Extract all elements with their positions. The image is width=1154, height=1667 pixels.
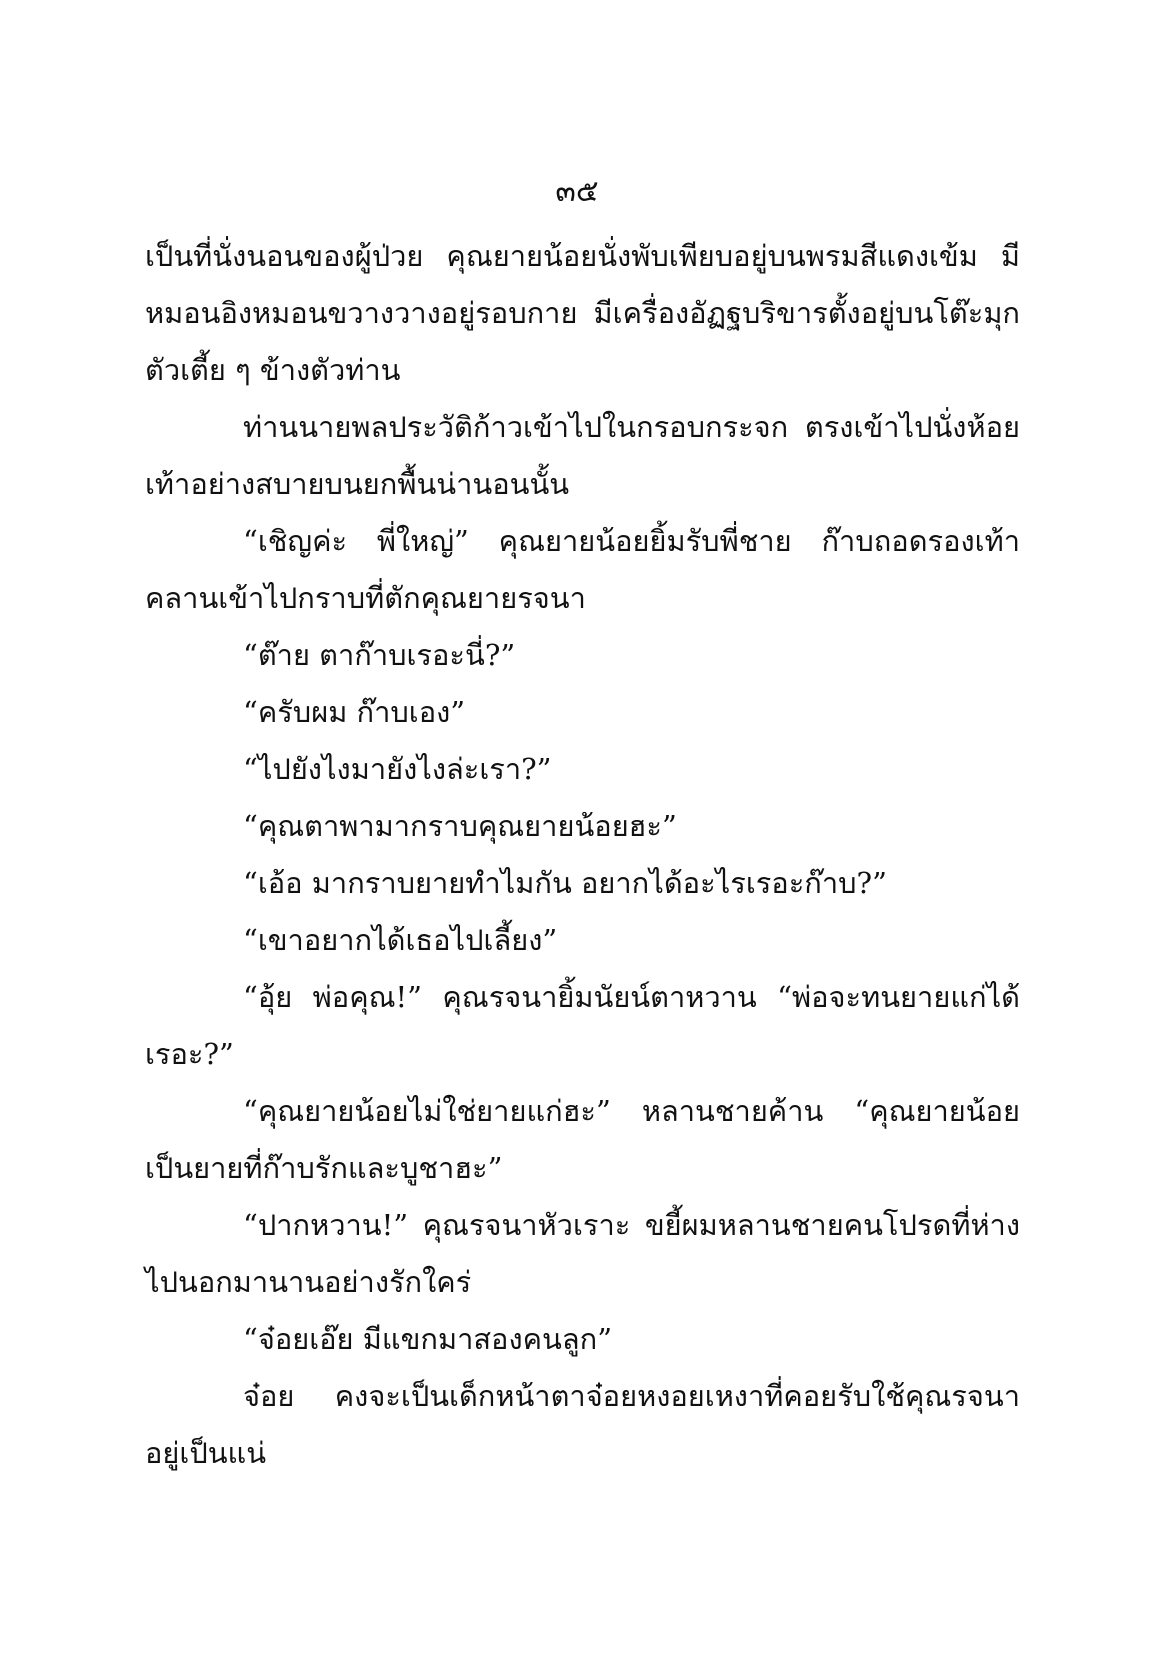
paragraph-9: “เขาอยากได้เธอไปเลี้ยง” <box>243 923 558 957</box>
paragraph-14: จ๋อย คงจะเป็นเด็กหน้าตาจ๋อยหงอยเหงาที่คอยรับใช้คุณรจนาอยู่เป็นแน่ <box>145 1379 1020 1470</box>
paragraph-10: “อุ้ย พ่อคุณ!” คุณรจนายิ้มนัยน์ตาหวาน “พ่อจะทนยายแก่ได้เรอะ?” <box>145 980 1020 1071</box>
page-number: ๓๕ <box>555 174 599 209</box>
paragraph-4: “ต๊าย ตาก๊าบเรอะนี่?” <box>243 638 516 672</box>
page-body <box>145 228 1020 1482</box>
paragraph-13: “จ๋อยเอ๊ย มีแขกมาสองคนลูก” <box>243 1322 613 1356</box>
paragraph-1: เป็นที่นั่งนอนของผู้ป่วย คุณยายน้อยนั่งพับเพียบอยู่บนพรมสีแดงเข้ม มีหมอนอิงหมอนขวางวางอยู่รอบกาย มีเครื่องอัฏฐบริขารตั้งอยู่บนโต๊ะมุกตัวเตี้ย ๆ ข้างตัวท่าน <box>145 239 1020 387</box>
paragraph-3: “เชิญค่ะ พี่ใหญ่” คุณยายน้อยยิ้มรับพี่ชาย ก๊าบถอดรองเท้าคลานเข้าไปกราบที่ตักคุณยายรจนา <box>145 524 1020 615</box>
paragraph-6: “ไปยังไงมายังไงล่ะเรา?” <box>243 752 552 786</box>
paragraph-11: “คุณยายน้อยไม่ใช่ยายแก่ฮะ” หลานชายค้าน “คุณยายน้อยเป็นยายที่ก๊าบรักและบูชาฮะ” <box>145 1094 1020 1185</box>
paragraph-12: “ปากหวาน!” คุณรจนาหัวเราะ ขยี้ผมหลานชายคนโปรดที่ห่างไปนอกมานานอย่างรักใคร่ <box>145 1208 1020 1299</box>
paragraph-8: “เอ้อ มากราบยายทำไมกัน อยากได้อะไรเรอะก๊าบ?” <box>243 866 887 900</box>
paragraph-7: “คุณตาพามากราบคุณยายน้อยฮะ” <box>243 809 677 843</box>
paragraph-2: ท่านนายพลประวัติก้าวเข้าไปในกรอบกระจก ตรงเข้าไปนั่งห้อยเท้าอย่างสบายบนยกพื้นน่านอนนั้น <box>145 410 1020 501</box>
paragraph-5: “ครับผม ก๊าบเอง” <box>243 695 466 729</box>
